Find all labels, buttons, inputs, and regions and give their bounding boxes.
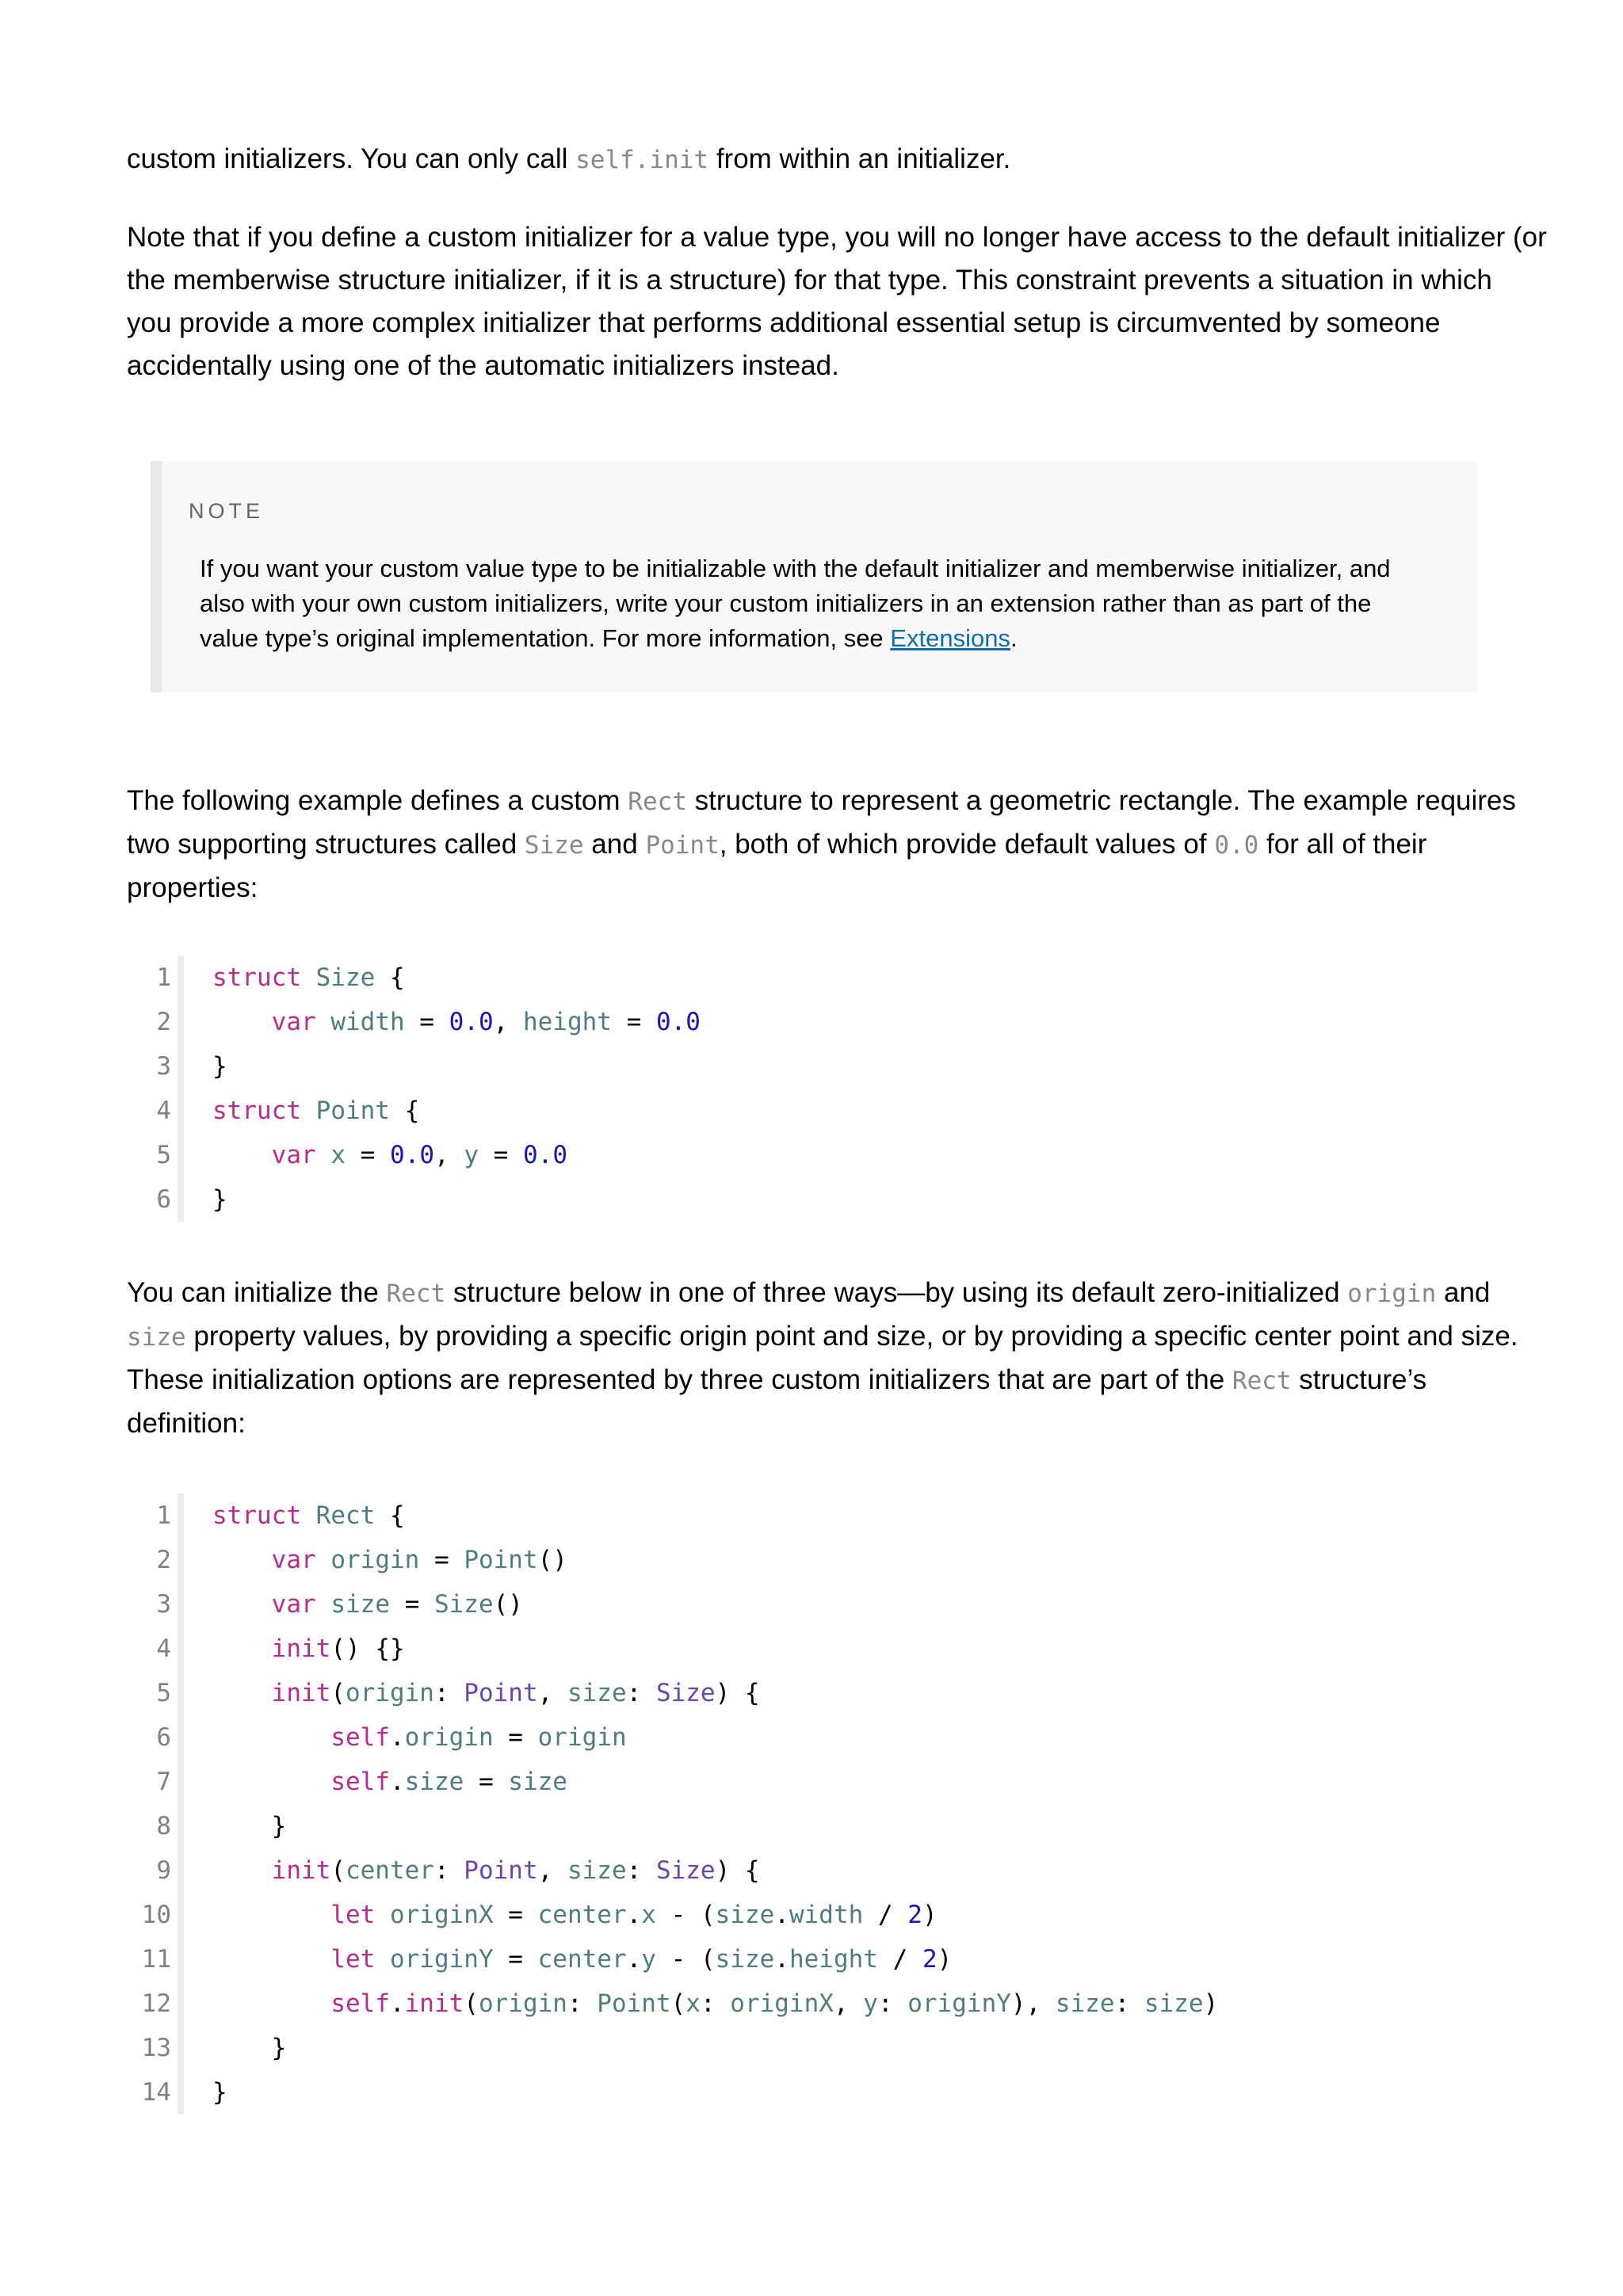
code-token: () bbox=[493, 1590, 523, 1619]
code-token bbox=[212, 1634, 272, 1663]
code-line bbox=[127, 1893, 1522, 1937]
code-token: . bbox=[389, 1723, 405, 1752]
code-token: ) bbox=[1203, 1989, 1219, 2018]
code-token: ) { bbox=[715, 1679, 760, 1707]
inline-code-rect: Rect bbox=[386, 1280, 446, 1308]
inline-code-zero: 0.0 bbox=[1214, 831, 1259, 860]
code-token: : bbox=[567, 1989, 598, 2018]
code-line bbox=[127, 1760, 1522, 1804]
code-token: () bbox=[537, 1546, 567, 1574]
code-token: width bbox=[330, 1008, 405, 1036]
code-text bbox=[212, 1133, 567, 1177]
line-number: 4 bbox=[156, 1097, 171, 1125]
inline-code-point: Point bbox=[645, 831, 720, 860]
code-token: ( bbox=[464, 1989, 479, 2018]
code-token: () {} bbox=[330, 1634, 405, 1663]
line-number: 1 bbox=[156, 963, 171, 992]
code-line bbox=[127, 1715, 1522, 1760]
code-token bbox=[316, 1008, 331, 1036]
paragraph-line: custom initializers. You can only call self.init from within an initializer. bbox=[127, 143, 1011, 174]
code-text bbox=[212, 2026, 286, 2070]
paragraph-line: You can initialize the Rect structure below in one of three ways—by using its default zero-initialized origin and bbox=[127, 1277, 1491, 1308]
code-token: ) bbox=[922, 1901, 938, 1929]
code-token: = bbox=[493, 1901, 538, 1929]
code-token: center bbox=[345, 1856, 434, 1885]
code-token bbox=[375, 1945, 390, 1974]
code-token: / bbox=[877, 1945, 922, 1974]
code-token bbox=[301, 963, 316, 992]
code-token: init bbox=[271, 1856, 331, 1885]
code-token bbox=[212, 1590, 272, 1619]
code-token: = bbox=[404, 1008, 449, 1036]
code-token: : bbox=[626, 1679, 656, 1707]
code-token: x bbox=[685, 1989, 701, 2018]
code-text bbox=[212, 1893, 938, 1937]
code-token: : bbox=[433, 1679, 464, 1707]
code-token: = bbox=[493, 1945, 538, 1974]
code-token: self bbox=[330, 1768, 390, 1796]
paragraph-rect-initializers bbox=[127, 1272, 1522, 1445]
code-token: : bbox=[626, 1856, 656, 1885]
code-token: originY bbox=[389, 1945, 494, 1974]
code-token: origin bbox=[345, 1679, 434, 1707]
line-number: 13 bbox=[141, 2034, 171, 2062]
line-number: 2 bbox=[156, 1546, 171, 1574]
code-token: - ( bbox=[655, 1901, 716, 1929]
line-number: 3 bbox=[156, 1052, 171, 1081]
code-text bbox=[212, 1538, 567, 1582]
code-line bbox=[127, 1089, 1522, 1133]
code-text bbox=[212, 1804, 286, 1848]
code-token: 2 bbox=[922, 1945, 938, 1974]
paragraph-line: The following example defines a custom Rect structure to represent a geometric rectangle. The example requires bbox=[127, 785, 1516, 816]
note-line: If you want your custom value type to be initializable with the default initializer and memberwise initializer, and bbox=[200, 555, 1391, 582]
code-token: let bbox=[330, 1901, 376, 1929]
code-token: 0.0 bbox=[390, 1141, 434, 1169]
code-token: struct bbox=[212, 963, 301, 992]
note-line: also with your own custom initializers, write your custom initializers in an extension rather than as part of the bbox=[200, 589, 1372, 617]
code-token: : bbox=[433, 1856, 464, 1885]
code-token bbox=[212, 1679, 272, 1707]
code-token: } bbox=[212, 1052, 227, 1081]
paragraph-line: These initialization options are represented by three custom initializers that are part of the Rect structure’s bbox=[127, 1364, 1427, 1395]
code-token: . bbox=[626, 1901, 642, 1929]
code-token: origin bbox=[404, 1723, 494, 1752]
paragraph-line: properties: bbox=[127, 872, 258, 903]
code-token: ) { bbox=[715, 1856, 760, 1885]
code-token: { bbox=[389, 1097, 420, 1125]
code-token: , bbox=[434, 1141, 464, 1169]
code-token: : bbox=[1114, 1989, 1144, 2018]
code-token: size bbox=[1144, 1989, 1204, 2018]
code-token bbox=[212, 1945, 330, 1974]
paragraph-line: Note that if you define a custom initializer for a value type, you will no longer have access to the default initializer (or bbox=[127, 222, 1547, 253]
code-line bbox=[127, 1000, 1522, 1044]
code-token: . bbox=[389, 1989, 405, 2018]
code-token: / bbox=[863, 1901, 908, 1929]
code-text bbox=[212, 2070, 227, 2115]
code-token: var bbox=[271, 1141, 316, 1169]
line-number: 3 bbox=[156, 1590, 171, 1619]
paragraph-line: you provide a more complex initializer that performs additional essential setup is circumvented by someone bbox=[127, 307, 1441, 338]
code-token: size bbox=[1055, 1989, 1115, 2018]
line-number: 8 bbox=[156, 1812, 171, 1840]
code-token: : bbox=[877, 1989, 908, 2018]
line-number: 2 bbox=[156, 1008, 171, 1036]
code-line bbox=[127, 1981, 1522, 2026]
code-token bbox=[212, 1989, 330, 2018]
code-token: originX bbox=[389, 1901, 494, 1929]
line-number: 1 bbox=[156, 1501, 171, 1530]
code-token: y bbox=[863, 1989, 878, 2018]
code-token: self bbox=[330, 1723, 390, 1752]
code-token: x bbox=[641, 1901, 656, 1929]
code-token: , bbox=[833, 1989, 864, 2018]
paragraph-line: accidentally using one of the automatic initializers instead. bbox=[127, 350, 839, 381]
code-token: . bbox=[626, 1945, 642, 1974]
code-token bbox=[316, 1590, 331, 1619]
code-token: , bbox=[537, 1856, 567, 1885]
code-token: y bbox=[641, 1945, 656, 1974]
code-block-size-point bbox=[127, 955, 1522, 1222]
code-token: self bbox=[330, 1989, 390, 2018]
code-token: struct bbox=[212, 1097, 301, 1125]
code-token: = bbox=[346, 1141, 390, 1169]
line-number: 4 bbox=[156, 1634, 171, 1663]
code-line bbox=[127, 2026, 1522, 2070]
code-token: = bbox=[419, 1546, 464, 1574]
code-text bbox=[212, 1177, 227, 1222]
code-token: Point bbox=[597, 1989, 671, 2018]
code-token bbox=[301, 1501, 316, 1530]
code-token: { bbox=[375, 1501, 405, 1530]
code-token: origin bbox=[330, 1546, 420, 1574]
line-number: 7 bbox=[156, 1768, 171, 1796]
paragraph-line: the memberwise structure initializer, if it is a structure) for that type. This constraint prevents a situation in which bbox=[127, 265, 1492, 296]
code-token: originY bbox=[907, 1989, 1011, 2018]
code-token: = bbox=[389, 1590, 434, 1619]
code-line bbox=[127, 1582, 1522, 1627]
code-line bbox=[127, 1848, 1522, 1893]
code-token: Rect bbox=[315, 1501, 376, 1530]
code-text bbox=[212, 1000, 701, 1044]
code-text bbox=[212, 1848, 760, 1893]
code-text bbox=[212, 1715, 627, 1760]
code-token: origin bbox=[537, 1723, 627, 1752]
code-token: size bbox=[715, 1945, 775, 1974]
inline-code-rect: Rect bbox=[1232, 1367, 1292, 1395]
code-token bbox=[212, 1008, 272, 1036]
code-token: size bbox=[330, 1590, 390, 1619]
code-token: init bbox=[271, 1679, 331, 1707]
line-number: 5 bbox=[156, 1679, 171, 1707]
code-line bbox=[127, 1627, 1522, 1671]
code-line bbox=[127, 1671, 1522, 1715]
code-token: init bbox=[271, 1634, 331, 1663]
code-text bbox=[212, 955, 405, 1000]
code-token: = bbox=[493, 1723, 538, 1752]
code-token: Point bbox=[464, 1856, 538, 1885]
inline-code-size: Size bbox=[524, 831, 584, 860]
code-line bbox=[127, 1804, 1522, 1848]
code-token bbox=[316, 1546, 331, 1574]
code-text bbox=[212, 1981, 1218, 2026]
code-token: y bbox=[464, 1141, 479, 1169]
code-token bbox=[212, 1141, 272, 1169]
code-token: : bbox=[700, 1989, 731, 2018]
code-token: size bbox=[508, 1768, 567, 1796]
code-line bbox=[127, 2070, 1522, 2115]
code-token: Point bbox=[464, 1546, 538, 1574]
code-token: ( bbox=[330, 1679, 346, 1707]
code-token: Point bbox=[464, 1679, 538, 1707]
paragraph-custom-initializer-note bbox=[127, 216, 1547, 387]
code-token bbox=[212, 1856, 272, 1885]
line-number: 12 bbox=[141, 1989, 171, 2018]
code-line bbox=[127, 955, 1522, 1000]
code-token: x bbox=[330, 1141, 346, 1169]
paragraph-line: size property values, by providing a specific origin point and size, or by providing a specific center point and size. bbox=[127, 1321, 1518, 1352]
code-token: . bbox=[389, 1768, 405, 1796]
code-token: center bbox=[537, 1901, 627, 1929]
code-line bbox=[127, 1937, 1522, 1981]
code-token: var bbox=[271, 1008, 316, 1036]
extensions-link[interactable]: Extensions bbox=[890, 624, 1010, 652]
code-text bbox=[212, 1044, 227, 1089]
code-block-rect bbox=[127, 1493, 1522, 2115]
inline-code-self-init: self.init bbox=[575, 146, 709, 174]
code-text bbox=[212, 1937, 952, 1981]
code-token: } bbox=[212, 2034, 287, 2062]
code-token: Size bbox=[315, 963, 376, 992]
code-token bbox=[301, 1097, 316, 1125]
code-line bbox=[127, 1177, 1522, 1222]
code-token: ( bbox=[670, 1989, 686, 2018]
line-number: 14 bbox=[141, 2078, 171, 2107]
code-token bbox=[212, 1546, 272, 1574]
code-token: 2 bbox=[907, 1901, 922, 1929]
code-token: } bbox=[212, 1185, 227, 1214]
code-line bbox=[127, 1044, 1522, 1089]
code-token: = bbox=[479, 1141, 523, 1169]
code-token: ( bbox=[330, 1856, 346, 1885]
code-token: size bbox=[567, 1679, 627, 1707]
inline-code-origin: origin bbox=[1347, 1280, 1437, 1308]
code-text bbox=[212, 1493, 405, 1538]
code-token: Size bbox=[655, 1679, 716, 1707]
code-token bbox=[375, 1901, 390, 1929]
line-number: 10 bbox=[141, 1901, 171, 1929]
code-token: originX bbox=[730, 1989, 834, 2018]
code-token: size bbox=[715, 1901, 775, 1929]
code-token: . bbox=[774, 1945, 789, 1974]
line-number: 5 bbox=[156, 1141, 171, 1169]
paragraph-rect-example bbox=[127, 780, 1522, 910]
code-text bbox=[212, 1627, 405, 1671]
code-token: width bbox=[789, 1901, 864, 1929]
code-token: , bbox=[537, 1679, 567, 1707]
code-token: var bbox=[271, 1590, 316, 1619]
code-token: Size bbox=[433, 1590, 494, 1619]
code-token: ) bbox=[937, 1945, 953, 1974]
code-token: 0.0 bbox=[655, 1008, 701, 1036]
code-text bbox=[212, 1582, 523, 1627]
code-token: init bbox=[404, 1989, 464, 2018]
code-token bbox=[212, 1723, 330, 1752]
code-token: } bbox=[212, 1812, 287, 1840]
code-token: size bbox=[567, 1856, 627, 1885]
paragraph-init-call bbox=[127, 138, 1522, 181]
code-token: = bbox=[464, 1768, 509, 1796]
code-line bbox=[127, 1538, 1522, 1582]
note-body bbox=[200, 551, 1468, 656]
code-token: 0.0 bbox=[449, 1008, 494, 1036]
code-token: var bbox=[271, 1546, 316, 1574]
code-token: origin bbox=[478, 1989, 567, 2018]
code-token bbox=[316, 1141, 331, 1169]
code-line bbox=[127, 1133, 1522, 1177]
code-token: - ( bbox=[655, 1945, 716, 1974]
code-token: height bbox=[522, 1008, 612, 1036]
code-token: = bbox=[611, 1008, 656, 1036]
line-number: 9 bbox=[156, 1856, 171, 1885]
paragraph-line: two supporting structures called Size and Point, both of which provide default values of 0.0 for all of their bbox=[127, 829, 1427, 860]
inline-code-rect: Rect bbox=[628, 788, 687, 816]
code-text bbox=[212, 1760, 567, 1804]
paragraph-line: definition: bbox=[127, 1408, 246, 1439]
code-token bbox=[212, 1901, 330, 1929]
note-label: NOTE bbox=[189, 499, 265, 523]
code-token: size bbox=[404, 1768, 464, 1796]
code-token: { bbox=[375, 963, 405, 992]
code-token: struct bbox=[212, 1501, 301, 1530]
code-text bbox=[212, 1671, 760, 1715]
code-token: , bbox=[493, 1008, 523, 1036]
code-token bbox=[212, 1768, 330, 1796]
line-number: 6 bbox=[156, 1185, 171, 1214]
code-token: } bbox=[212, 2078, 227, 2107]
code-token: . bbox=[774, 1901, 789, 1929]
line-number: 6 bbox=[156, 1723, 171, 1752]
code-token: height bbox=[789, 1945, 878, 1974]
code-token: ), bbox=[1010, 1989, 1056, 2018]
code-token: let bbox=[330, 1945, 376, 1974]
code-token: 0.0 bbox=[523, 1141, 567, 1169]
code-line bbox=[127, 1493, 1522, 1538]
line-number: 11 bbox=[141, 1945, 171, 1974]
code-token: Size bbox=[655, 1856, 716, 1885]
inline-code-size: size bbox=[127, 1323, 186, 1352]
note-line: value type’s original implementation. For more information, see Extensions. bbox=[200, 624, 1018, 652]
code-token: center bbox=[537, 1945, 627, 1974]
code-token: Point bbox=[315, 1097, 390, 1125]
code-text bbox=[212, 1089, 419, 1133]
